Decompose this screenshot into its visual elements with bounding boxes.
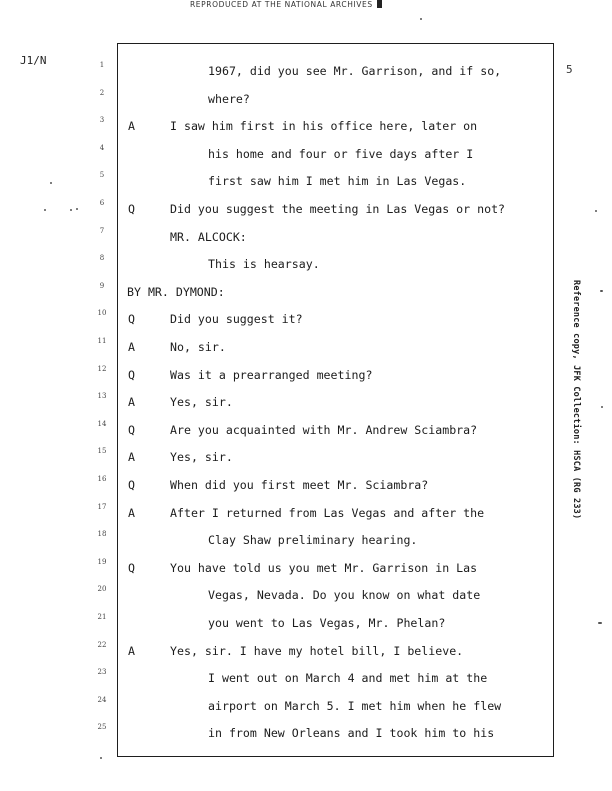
speaker-tag: A (128, 505, 135, 520)
line-number: 2 (99, 88, 105, 97)
line-text: you went to Las Vegas, Mr. Phelan? (208, 616, 446, 630)
scan-speck (600, 290, 603, 292)
speaker-tag: Q (128, 202, 135, 216)
line-number: 19 (97, 557, 107, 566)
line-number: 5 (99, 171, 105, 180)
line-number: 9 (99, 281, 105, 290)
line-text: Clay Shaw preliminary hearing. (208, 533, 418, 548)
line-text: I went out on March 4 and met him at the (208, 671, 488, 686)
line-text: Yes, sir. (170, 450, 233, 465)
scan-speck (601, 406, 603, 408)
line-text: first saw him I met him in Las Vegas. (208, 174, 467, 189)
line-text: Was it a prearranged meeting? (170, 367, 373, 382)
scan-speck (44, 209, 46, 211)
line-number: 6 (99, 199, 105, 207)
line-number: 21 (97, 613, 107, 621)
scan-speck (420, 18, 422, 20)
line-text: Are you acquainted with Mr. Andrew Sciambra? (170, 422, 478, 437)
page-number: 5 (566, 63, 573, 76)
side-label: J1/N (20, 54, 47, 67)
line-text: Yes, sir. I have my hotel bill, I believe. (170, 643, 464, 658)
line-text: When did you first meet Mr. Sciambra? (170, 478, 429, 492)
line-number: 7 (99, 226, 105, 235)
line-text: Vegas, Nevada. Do you know on what date (208, 588, 481, 603)
speaker-tag: Q (128, 422, 135, 437)
scan-speck (595, 210, 597, 212)
line-number: 24 (97, 695, 107, 704)
speaker-tag: Q (128, 560, 135, 575)
archive-header-text: REPRODUCED AT THE NATIONAL ARCHIVES (190, 0, 373, 9)
speaker-tag: Q (128, 312, 135, 327)
line-number: 8 (99, 254, 105, 263)
line-text: airport on March 5. I met him when he flew (208, 698, 502, 713)
line-number: 16 (97, 475, 107, 483)
line-number: 11 (97, 337, 107, 345)
line-number: 1 (99, 61, 105, 69)
header-mark-icon (377, 0, 382, 8)
reference-stamp: Reference copy, JFK Collection: HSCA (RG 233) (571, 280, 581, 520)
speaker-tag: Q (128, 478, 135, 492)
line-number: 22 (97, 640, 107, 649)
scan-speck (76, 208, 78, 210)
line-number: 12 (97, 364, 107, 373)
line-number: 13 (97, 392, 107, 401)
line-text: No, sir. (170, 340, 226, 354)
line-text: where? (208, 91, 250, 106)
scan-speck (598, 622, 602, 624)
archive-header (190, 0, 382, 9)
speaker-tag: A (128, 395, 135, 410)
line-text: I saw him first in his office here, later on (170, 119, 478, 134)
scan-speck (50, 182, 52, 184)
scan-speck (100, 757, 102, 759)
speaker-tag: A (128, 643, 135, 658)
line-number: 3 (99, 116, 105, 125)
line-number: 15 (97, 447, 107, 456)
speaker-tag: A (128, 340, 135, 354)
line-text: MR. ALCOCK: (170, 229, 247, 244)
line-text: 1967, did you see Mr. Garrison, and if so, (208, 64, 502, 78)
line-number: 18 (97, 530, 107, 539)
line-number: 4 (99, 143, 105, 152)
line-text: his home and four or five days after I (208, 146, 474, 161)
line-number: 14 (97, 419, 107, 428)
line-text: You have told us you met Mr. Garrison in Las (170, 560, 478, 575)
speaker-tag: Q (128, 367, 135, 382)
scan-speck (70, 209, 72, 211)
line-text: Yes, sir. (170, 395, 233, 410)
line-text: in from New Orleans and I took him to his (208, 726, 495, 741)
speaker-tag: A (128, 450, 135, 465)
line-number: 25 (97, 723, 107, 732)
line-number: 10 (97, 309, 107, 318)
line-number: 20 (97, 585, 107, 594)
line-text: After I returned from Las Vegas and after the (170, 505, 485, 520)
speaker-tag: A (128, 119, 135, 134)
line-number: 23 (97, 668, 107, 677)
line-text: Did you suggest the meeting in Las Vegas or not? (170, 202, 506, 216)
line-text: This is hearsay. (208, 257, 320, 272)
line-text: BY MR. DYMOND: (127, 284, 225, 299)
line-number: 17 (97, 502, 107, 511)
line-text: Did you suggest it? (170, 312, 303, 327)
